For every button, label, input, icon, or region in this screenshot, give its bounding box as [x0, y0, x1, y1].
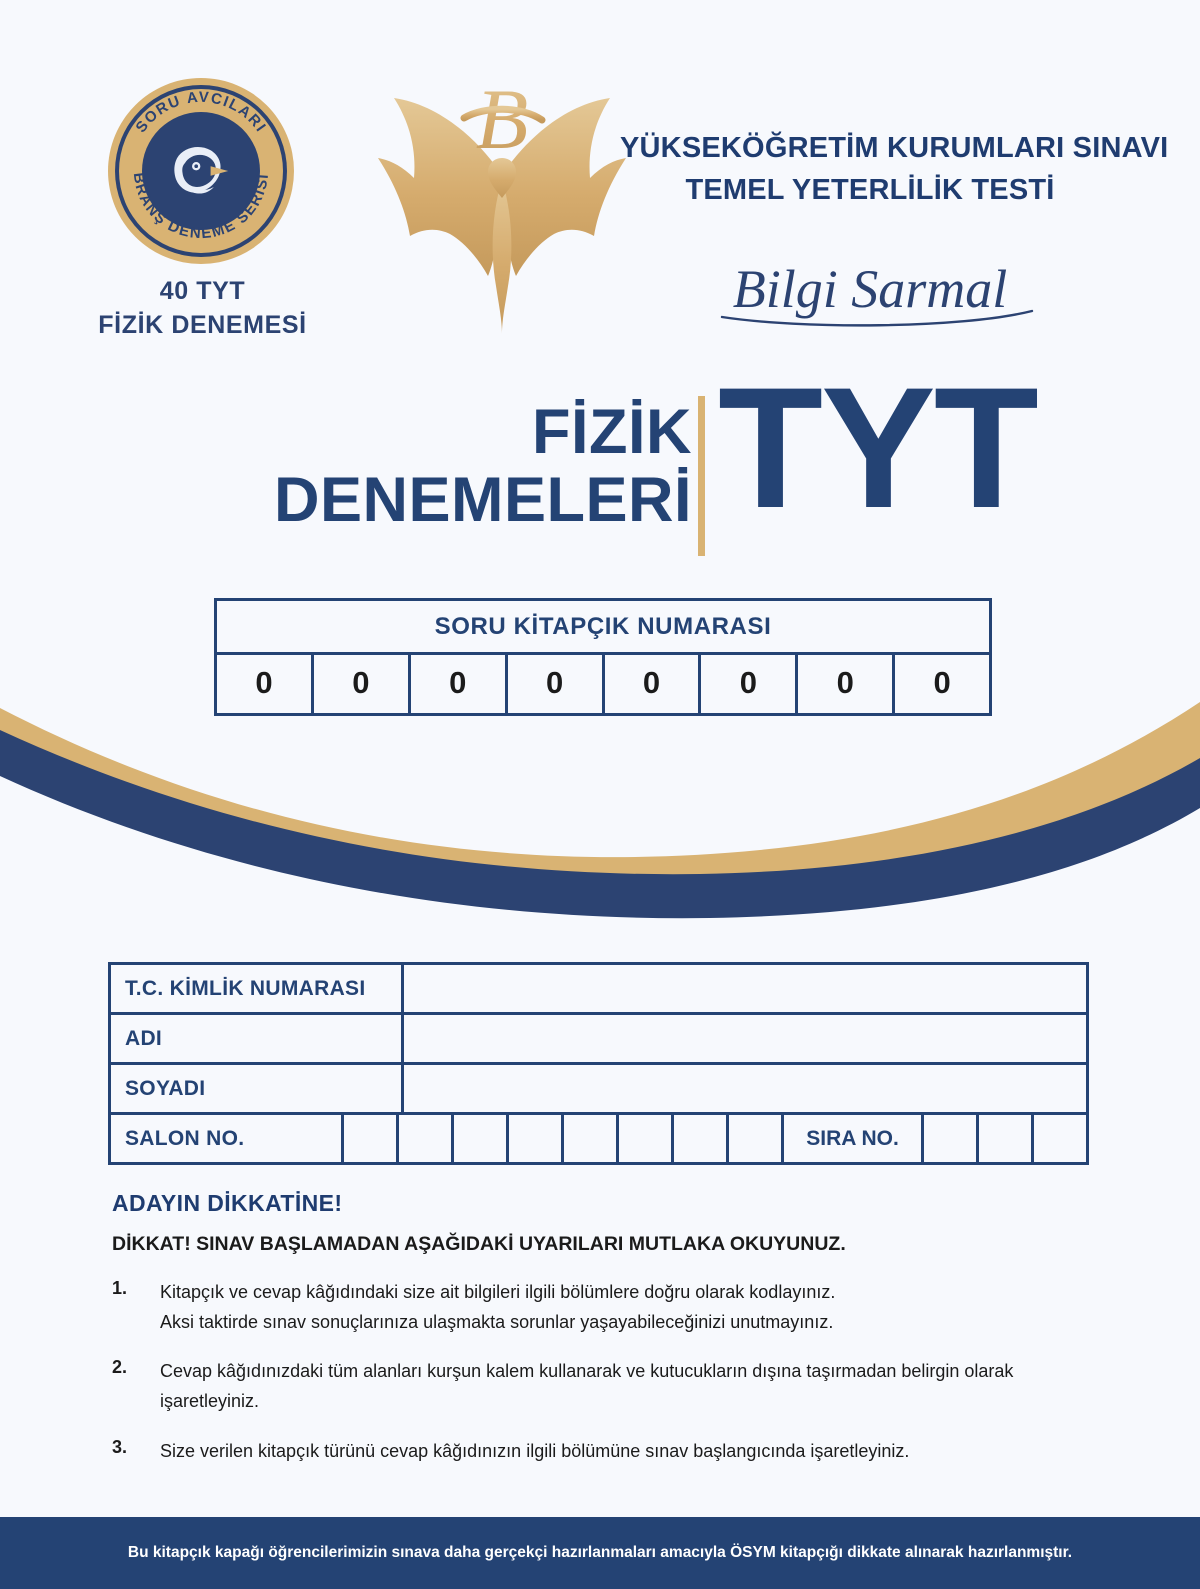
sira-no-label: SIRA NO.: [784, 1115, 924, 1162]
sira-no-box[interactable]: [924, 1115, 979, 1162]
main-title-subject: [274, 398, 692, 534]
warnings-subtitle: DİKKAT! SINAV BAŞLAMADAN AŞAĞIDAKİ UYARILARI MUTLAKA OKUYUNUZ.: [112, 1233, 846, 1255]
badge-caption-line1: 40 TYT: [159, 277, 246, 305]
booklet-number-header: SORU KİTAPÇIK NUMARASI: [217, 601, 989, 655]
salon-no-box[interactable]: [509, 1115, 564, 1162]
list-item: [112, 1278, 1102, 1337]
booklet-digit[interactable]: 0: [798, 655, 895, 713]
booklet-digit[interactable]: 0: [933, 665, 951, 700]
salon-no-box[interactable]: [344, 1115, 399, 1162]
table-row: [111, 965, 1086, 1015]
sira-no-box[interactable]: [1034, 1115, 1086, 1162]
salon-no-boxes[interactable]: [344, 1115, 784, 1162]
booklet-digit[interactable]: 0: [508, 655, 605, 713]
salon-no-box[interactable]: [454, 1115, 509, 1162]
main-title-line2: DENEMELERİ: [273, 465, 692, 536]
salon-no-box[interactable]: [674, 1115, 729, 1162]
table-row: [111, 1115, 1086, 1165]
booklet-digit[interactable]: 0: [411, 655, 508, 713]
exam-title-line2: TEMEL YETERLİLİK TESTİ: [685, 174, 1055, 206]
exam-title: [620, 132, 1169, 207]
brand-script-text: Bilgi Sarmal: [732, 259, 1008, 319]
salon-no-box[interactable]: [729, 1115, 784, 1162]
soyadi-label: SOYADI: [111, 1065, 404, 1112]
salon-no-box[interactable]: [399, 1115, 454, 1162]
tc-kimlik-label: T.C. KİMLİK NUMARASI: [111, 965, 404, 1012]
badge-caption-line2: FİZİK DENEMESİ: [98, 310, 307, 339]
warning-text-line: Size verilen kitapçık türünü cevap kâğıdınızın ilgili bölümüne sınav başlangıcında işaretleyiniz.: [160, 1440, 910, 1461]
table-row: [111, 1065, 1086, 1115]
brand-script-svg: [660, 245, 1080, 335]
warning-number: 1.: [112, 1278, 128, 1298]
candidate-info-table: [108, 962, 1089, 1165]
phoenix-logo-icon: [372, 62, 632, 352]
salon-no-label: SALON NO.: [111, 1115, 344, 1162]
badge-arc-top-text: SORU AVCILARI: [132, 88, 270, 136]
list-item: [112, 1357, 1102, 1416]
warning-body: [160, 1278, 835, 1337]
list-item: [112, 1437, 1102, 1467]
warning-text-line: Kitapçık ve cevap kâğıdındaki size ait bilgileri ilgili bölümlere doğru olarak kodlayınız.: [160, 1282, 836, 1302]
warning-text-line: Aksi taktirde sınav sonuçlarınıza ulaşmakta sorunlar yaşayabileceğinizi unutmayınız.: [160, 1311, 834, 1332]
badge-arc-bottom-text: BRANŞ DENEME SERİSİ: [129, 171, 273, 243]
exam-title-line1: YÜKSEKÖĞRETİM KURUMLARI SINAVI: [620, 132, 1169, 164]
warning-number: 3.: [112, 1436, 128, 1457]
warnings-title: ADAYIN DİKKATİNE!: [112, 1190, 343, 1216]
title-divider: [698, 396, 705, 556]
warning-number: 2.: [112, 1357, 128, 1378]
booklet-digit[interactable]: 0: [314, 655, 411, 713]
tc-kimlik-field[interactable]: [404, 965, 1086, 1012]
salon-no-box[interactable]: [564, 1115, 619, 1162]
main-title-block: [0, 352, 1200, 578]
booklet-digit[interactable]: 0: [217, 655, 314, 713]
badge-arc-text: [108, 78, 294, 264]
main-title-test-code: TYT: [718, 352, 1037, 544]
monogram-b: B: [475, 71, 529, 167]
main-title-line1: FİZİK: [532, 397, 692, 467]
adi-label: ADI: [111, 1015, 404, 1062]
salon-no-box[interactable]: [619, 1115, 674, 1162]
table-row: [111, 1015, 1086, 1065]
badge-caption: [60, 275, 345, 343]
warning-body: [160, 1357, 1013, 1416]
soru-avcilari-badge: [108, 78, 294, 264]
warnings-list: [112, 1278, 1102, 1486]
footer-text: Bu kitapçık kapağı öğrencilerimizin sınava daha gerçekçi hazırlanmaları amacıyla ÖSYM kitapçığı dikkate alınarak hazırlanmıştır.: [127, 1544, 1073, 1561]
soyadi-field[interactable]: [404, 1065, 1086, 1112]
adi-field[interactable]: [404, 1015, 1086, 1062]
warning-text-line: Cevap kâğıdınızdaki tüm alanları kurşun kalem kullanarak ve kutucukların dışına taşırmadan belirgin olarak: [160, 1361, 1014, 1382]
header: [0, 0, 1200, 370]
booklet-digit[interactable]: 0: [701, 655, 798, 713]
sira-no-boxes[interactable]: [924, 1115, 1086, 1162]
decorative-wave-graphic: [0, 672, 1200, 972]
warning-text-line: işaretleyiniz.: [160, 1391, 260, 1412]
booklet-digit[interactable]: 0: [605, 655, 702, 713]
sira-no-box[interactable]: [979, 1115, 1034, 1162]
footer: [0, 1517, 1200, 1589]
warning-body: [160, 1437, 909, 1467]
brand-script-logo: [660, 245, 1080, 340]
